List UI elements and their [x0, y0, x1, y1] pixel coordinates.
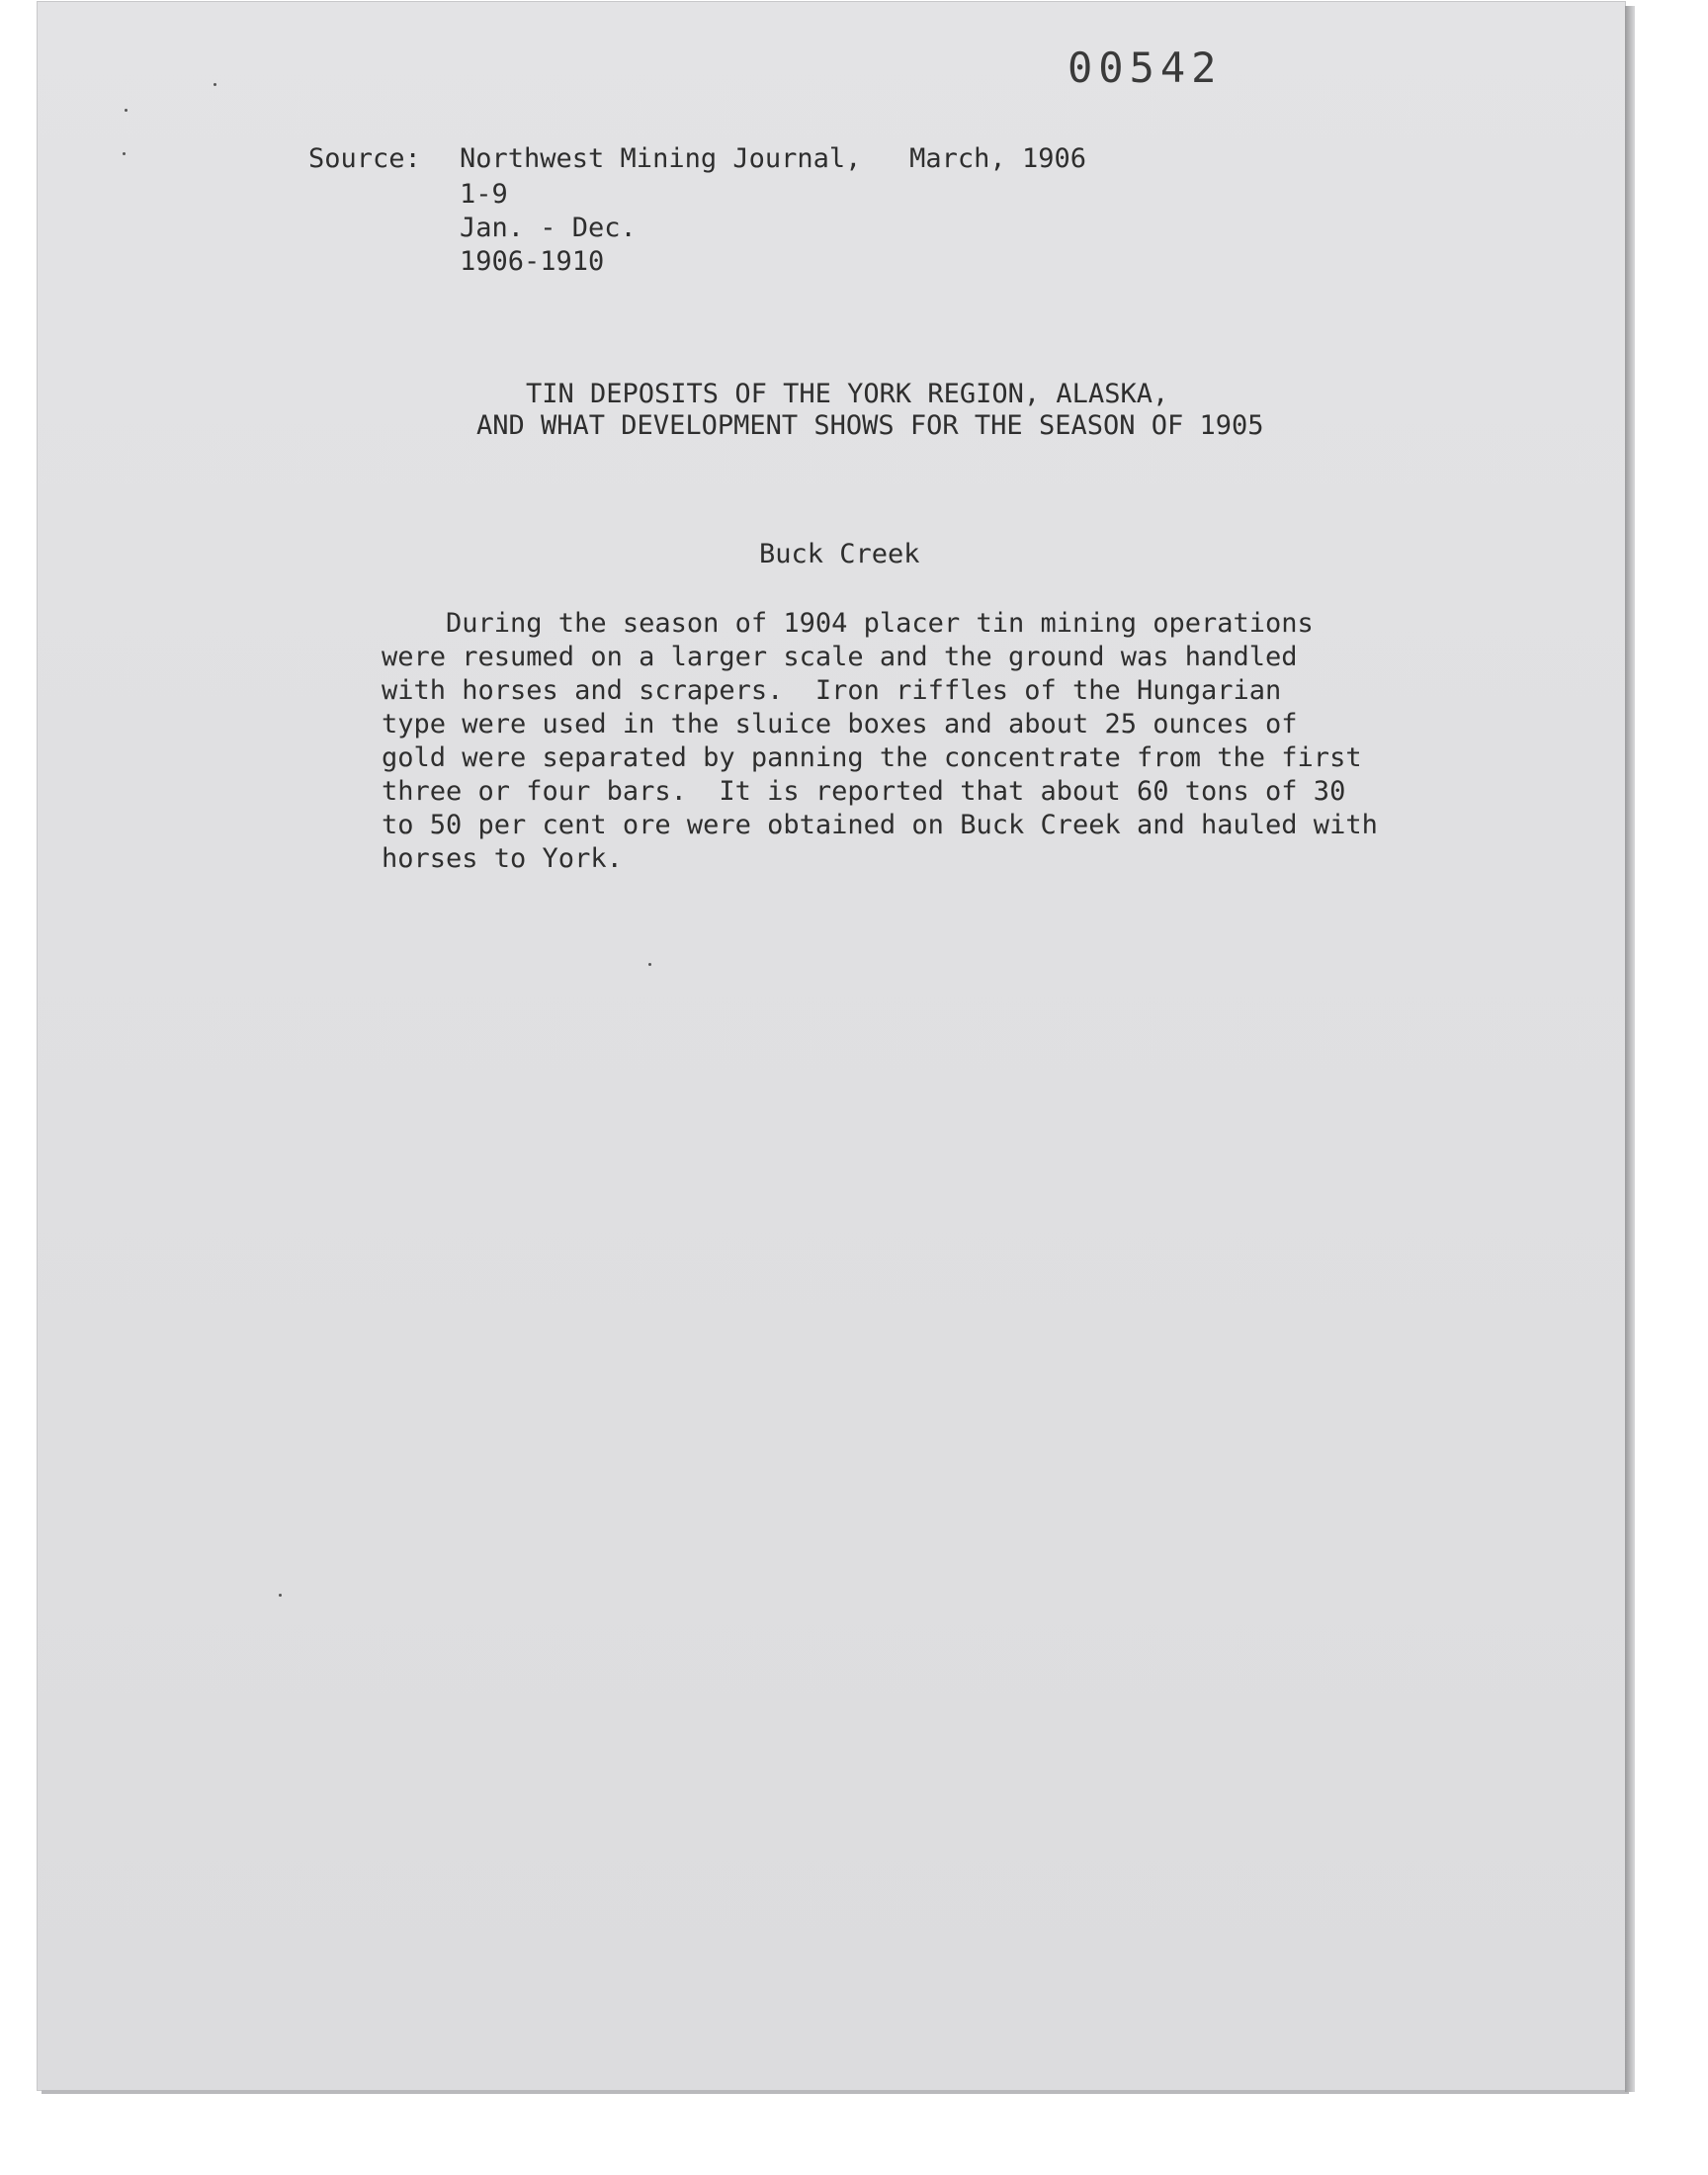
paragraph-line: were resumed on a larger scale and the ground was handled [382, 642, 1298, 672]
document-title-line-1: TIN DEPOSITS OF THE YORK REGION, ALASKA, [526, 379, 1169, 409]
paragraph-line: with horses and scrapers. Iron riffles of the Hungarian [382, 675, 1282, 706]
paragraph-line: gold were separated by panning the concentrate from the first [382, 742, 1362, 773]
source-months: Jan. - Dec. [460, 213, 637, 243]
source-publication: Northwest Mining Journal, March, 1906 [460, 143, 1086, 174]
dust-speck [125, 109, 128, 112]
dust-speck [648, 963, 651, 966]
paragraph-line: to 50 per cent ore were obtained on Buck Creek and hauled with [382, 810, 1378, 840]
scan-margin [0, 2112, 1708, 2175]
paper-edge [1625, 6, 1635, 2092]
paragraph-line: During the season of 1904 placer tin mining operations [382, 608, 1314, 639]
dust-speck [214, 83, 216, 86]
section-heading: Buck Creek [759, 539, 920, 569]
dust-speck [123, 152, 126, 155]
document-title-line-2: AND WHAT DEVELOPMENT SHOWS FOR THE SEASON OF 1905 [476, 410, 1264, 441]
dust-speck [279, 1594, 282, 1597]
source-label: Source: [308, 143, 421, 174]
document-number: 00542 [1068, 44, 1223, 92]
source-pages: 1-9 [460, 179, 508, 210]
source-years: 1906-1910 [460, 246, 605, 277]
paragraph-line: three or four bars. It is reported that about 60 tons of 30 [382, 776, 1346, 807]
paper-sheet [38, 2, 1625, 2090]
paragraph-line: type were used in the sluice boxes and about 25 ounces of [382, 709, 1298, 740]
paragraph-line: horses to York. [382, 843, 623, 874]
